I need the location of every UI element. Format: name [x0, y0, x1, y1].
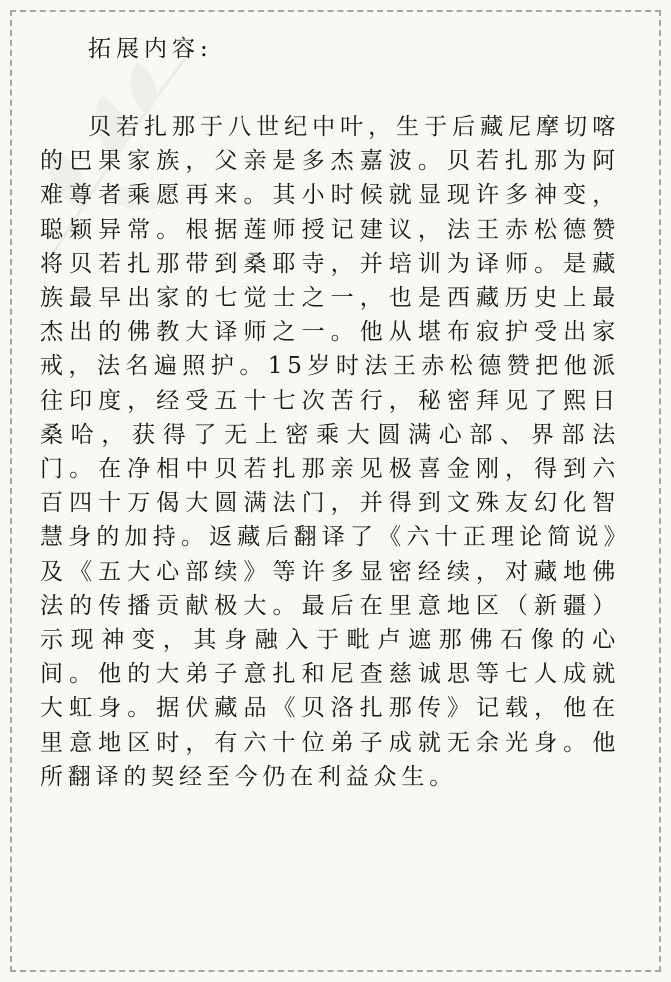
document-content — [40, 32, 620, 794]
body-paragraph: 贝若扎那于八世纪中叶，生于后藏尼摩切喀的巴果家族，父亲是多杰嘉波。贝若扎那为阿难尊者乘愿再来。其小时候就显现许多神变，聪颖异常。根据莲师授记建议，法王赤松德赞将贝若扎那带到桑耶寺，并培训为译师。是藏族最早出家的七觉士之一，也是西藏历史上最杰出的佛教大译师之一。他从堪布寂护受出家戒，法名遍照护。15岁时法王赤松德赞把他派往印度，经受五十七次苦行，秘密拜见了熙日桑哈，获得了无上密乘大圆满心部、界部法门。在净相中贝若扎那亲见极喜金刚，得到六百四十万偈大圆满法门，并得到文殊友幻化智慧身的加持。返藏后翻译了《六十正理论简说》及《五大心部续》等许多显密经续，对藏地佛法的传播贡献极大。最后在里意地区（新疆）示现神变，其身融入于毗卢遮那佛石像的心间。他的大弟子意扎和尼查慈诚思等七人成就大虹身。据伏藏品《贝洛扎那传》记载，他在里意地区时，有六十位弟子成就无余光身。他所翻译的契经至今仍在利益众生。 — [40, 114, 620, 790]
section-heading: 拓展内容: — [88, 36, 213, 62]
